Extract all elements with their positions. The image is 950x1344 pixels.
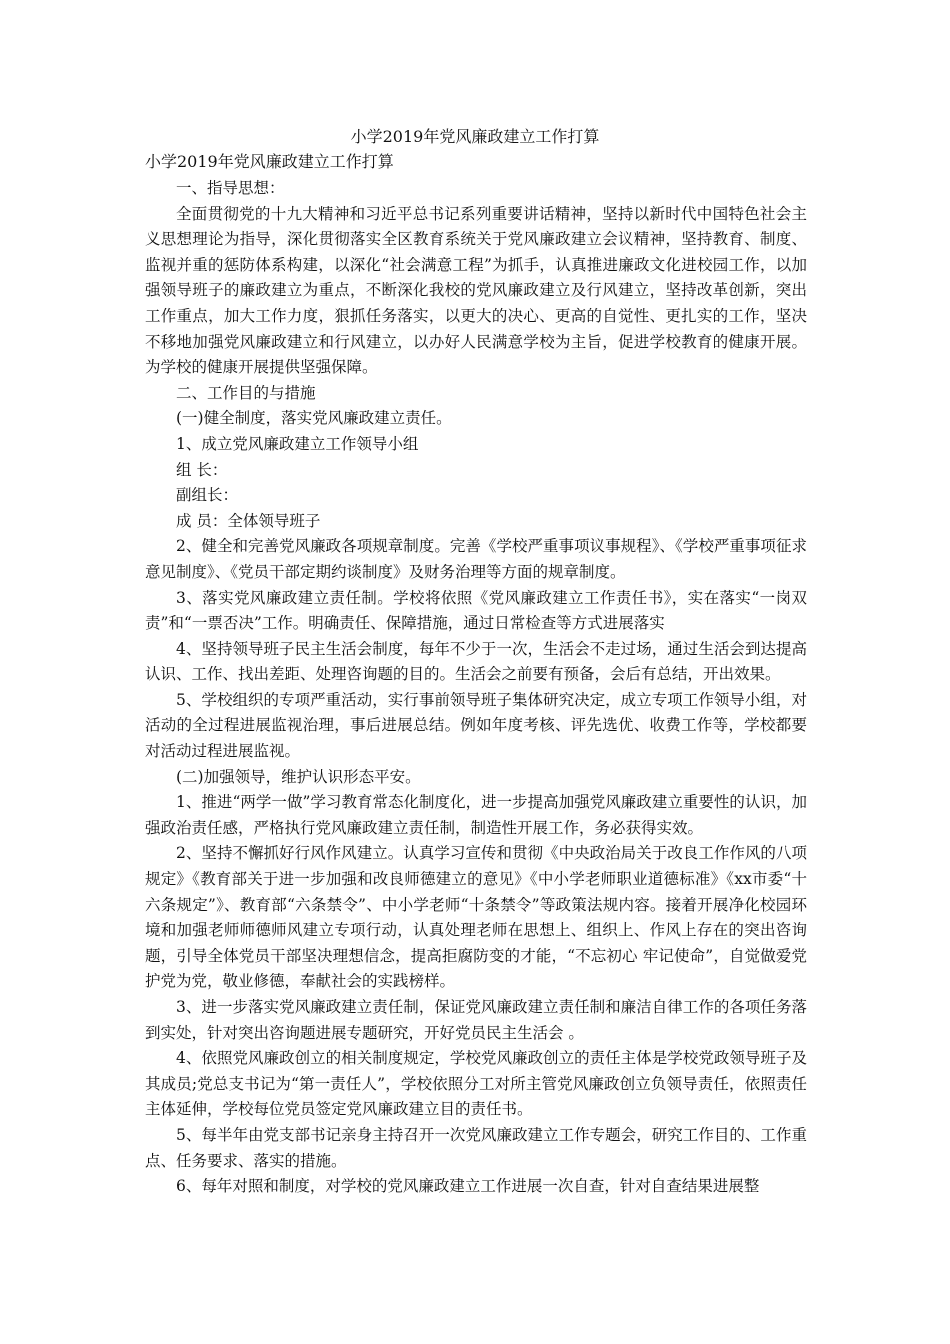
paragraph-subsection-one: (一)健全制度，落实党风廉政建立责任。 [176,409,452,428]
document-subtitle: 小学2019年党风廉政建立工作打算 [145,152,394,171]
paragraph-item-5: 5、学校组织的专项严重活动，实行事前领导班子集体研究决定，成立专项工作领导小组，对活动的全过程进展监视治理，事后进展总结。例如年度考核、评先选优、收费工作等，学校都要对活动过程进展监视。 [145,690,807,761]
paragraph-guiding-heading: 一、指导思想： [176,179,285,197]
paragraph-deputy-leader: 副组长： [176,486,239,505]
paragraph-item-2: 2、健全和完善党风廉政各项规章制度。完善《学校严重事项议事规程》、《学校严重事项征求意见制度》、《党员干部定期约谈制度》及财务治理等方面的规章制度。 [145,537,807,581]
paragraph-guiding-body: 全面贯彻党的十九大精神和习近平总书记系列重要讲话精神，坚持以新时代中国特色社会主义思想理论为指导，深化贯彻落实全区教育系统关于党风廉政建立会议精神，坚持教育、制度、监视并重的惩防体系构建，以深化“社会满意工程”为抓手，认真推进廉政文化进校园工作，以加强领导班子的廉政建立为重点，不断深化我校的党风廉政建立及行风建立，坚持改革创新，突出工作重点，加大工作力度，狠抓任务落实，以更大的决心、更高的自觉性、更扎实的工作，坚决不移地加强党风廉政建立和行风建立，以办好人民满意学校为主旨，促进学校教育的健康开展。为学校的健康开展提供坚强保障。 [145,204,807,377]
paragraph-item-4: 4、坚持领导班子民主生活会制度，每年不少于一次，生活会不走过场，通过生活会到达提高认识、工作、找出差距、处理咨询题的目的。生活会之前要有预备，会后有总结，开出效果。 [145,639,807,684]
paragraph-group-leader: 组 长： [176,460,228,479]
paragraph-item-1: 1、成立党风廉政建立工作领导小组 [176,434,419,453]
paragraph-subsection-two-item-6: 6、每年对照和制度，对学校的党风廉政建立工作进展一次自查，针对自查结果进展整 [176,1177,760,1196]
paragraph-item-3: 3、落实党风廉政建立责任制。学校将依照《党风廉政建立工作责任书》，实在落实“一岗双责”和“一票否决”工作。明确责任、保障措施，通过日常检查等方式进展落实 [145,588,807,633]
paragraph-subsection-two-item-3: 3、进一步落实党风廉政建立责任制，保证党风廉政建立责任制和廉洁自律工作的各项任务落到实处，针对突出咨询题进展专题研究，开好党员民主生活会 。 [145,998,807,1042]
paragraph-subsection-two-item-5: 5、每半年由党支部书记亲身主持召开一次党风廉政建立工作专题会，研究工作目的、工作重点、任务要求、落实的措施。 [145,1125,807,1170]
paragraph-subsection-two-item-2: 2、坚持不懈抓好行风作风建立。认真学习宣传和贯彻《中央政治局关于改良工作作风的八项规定》《教育部关于进一步加强和改良师德建立的意见》《中小学老师职业道德标准》《xx市委“十六条规定”》、教育部“六条禁令”、中小学老师“十条禁令”等政策法规内容。接着开展净化校园环境和加强老师师德师风建立专项行动，认真处理老师在思想上、组织上、作风上存在的突出咨询题，引导全体党员干部坚决理想信念，提高拒腐防变的才能，“不忘初心 牢记使命”，自觉做爱党护党为党，敬业修德，奉献社会的实践榜样。 [145,844,807,991]
paragraph-subsection-two: (二)加强领导，维护认识形态平安。 [176,767,421,786]
paragraph-section-two-heading: 二、工作目的与措施 [176,383,316,402]
paragraph-members: 成 员：全体领导班子 [176,511,321,530]
document-body [145,176,807,1200]
paragraph-subsection-two-item-1: 1、推进“两学一做”学习教育常态化制度化，进一步提高加强党风廉政建立重要性的认识，加强政治责任感，严格执行党风廉政建立责任制，制造性开展工作，务必获得实效。 [145,793,807,837]
paragraph-subsection-two-item-4: 4、依照党风廉政创立的相关制度规定，学校党风廉政创立的责任主体是学校党政领导班子及其成员;党总支书记为“第一责任人”，学校依照分工对所主管党风廉政创立负领导责任，依照责任主体延伸，学校每位党员签定党风廉政建立目的责任书。 [145,1049,807,1119]
document-title: 小学2019年党风廉政建立工作打算 [350,127,600,146]
